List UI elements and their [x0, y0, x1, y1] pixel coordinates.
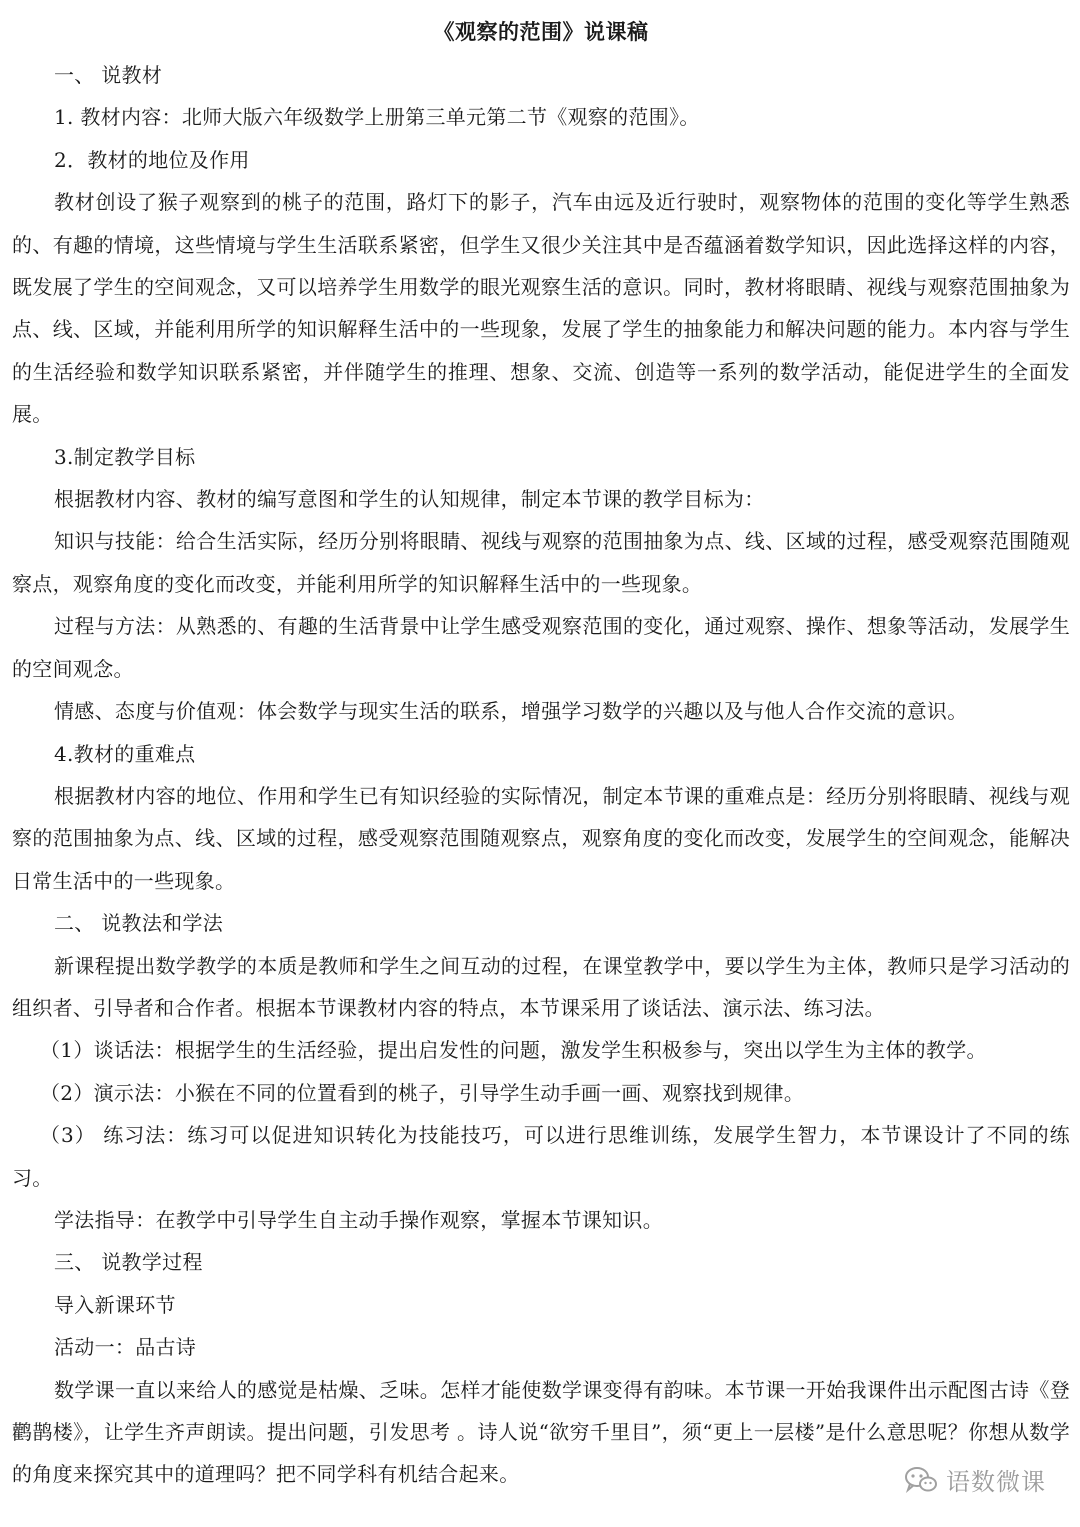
list-item: （2）演示法：小猴在不同的位置看到的桃子，引导学生动手画一画、观察找到规律。 — [40, 1080, 805, 1105]
paragraph: 过程与方法：从熟悉的、有趣的生活背景中让学生感受观察范围的变化，通过观察、操作、想象等活动，发展学生的空间观念。 — [12, 614, 1070, 681]
document-page — [12, 14, 1070, 1496]
document-title: 《观察的范围》说课稿 — [433, 19, 649, 44]
section-heading: 一、 说教材 — [54, 63, 163, 87]
paragraph: 活动一：品古诗 — [54, 1335, 197, 1360]
paragraph: 4.教材的重难点 — [54, 741, 196, 766]
paragraph: 1. 教材内容：北师大版六年级数学上册第三单元第二节《观察的范围》。 — [54, 105, 700, 130]
paragraph: 教材创设了猴子观察到的桃子的范围，路灯下的影子，汽车由远及近行驶时，观察物体的范围的变化等学生熟悉的、有趣的情境，这些情境与学生生活联系紧密，但学生又很少关注其中是否蕴涵着数学知识，因此选择这样的内容，既发展了学生的空间观念，又可以培养学生用数学的眼光观察生活的意识。同时，教材将眼睛、视线与观察范围抽象为点、线、区域，并能利用所学的知识解释生活中的一些现象，发展了学生的抽象能力和解决问题的能力。本内容与学生的生活经验和数学知识联系紧密，并伴随学生的推理、想象、交流、创造等一系列的数学活动，能促进学生的全面发展。 — [12, 190, 1070, 427]
paragraph: 知识与技能：给合生活实际，经历分别将眼睛、视线与观察的范围抽象为点、线、区域的过程，感受观察范围随观察点，观察角度的变化而改变，并能利用所学的知识解释生活中的一些现象。 — [12, 529, 1070, 596]
section-heading: 二、 说教法和学法 — [54, 911, 224, 936]
paragraph: 情感、态度与价值观：体会数学与现实生活的联系，增强学习数学的兴趣以及与他人合作交流的意识。 — [54, 699, 968, 724]
wechat-icon — [904, 1465, 938, 1495]
paragraph: 3.制定教学目标 — [54, 444, 196, 469]
list-item: （1）谈话法：根据学生的生活经验，提出启发性的问题，激发学生积极参与，突出以学生为主体的教学。 — [40, 1038, 987, 1063]
paragraph: 新课程提出数学教学的本质是教师和学生之间互动的过程，在课堂教学中，要以学生为主体，教师只是学习活动的组织者、引导者和合作者。根据本节课教材内容的特点，本节课采用了谈话法、演示法、练习法。 — [12, 953, 1070, 1020]
paragraph: 根据教材内容的地位、作用和学生已有知识经验的实际情况，制定本节课的重难点是：经历分别将眼睛、视线与观察的范围抽象为点、线、区域的过程，感受观察范围随观察点，观察角度的变化而改变，发展学生的空间观念，能解决日常生活中的一些现象。 — [12, 783, 1070, 893]
paragraph: 学法指导：在教学中引导学生自主动手操作观察，掌握本节课知识。 — [54, 1207, 663, 1232]
paragraph: 根据教材内容、教材的编写意图和学生的认知规律，制定本节课的教学目标为： — [54, 487, 765, 512]
paragraph: 导入新课环节 — [54, 1292, 176, 1317]
watermark — [904, 1462, 1046, 1497]
paragraph: 数学课一直以来给人的感觉是枯燥、乏味。怎样才能使数学课变得有韵味。本节课一开始我课件出示配图古诗《登鹳鹊楼》，让学生齐声朗读。提出问题，引发思考 。诗人说“欲穷千里目”，须“更上一层楼”是什么意思呢？你想从数学的角度来探究其中的道理吗？把不同学科有机结合起来。 — [12, 1377, 1070, 1487]
watermark-text: 语数微课 — [946, 1468, 1046, 1496]
document-body — [12, 54, 1070, 1496]
paragraph: 2．教材的地位及作用 — [54, 147, 250, 172]
section-heading: 三、 说教学过程 — [54, 1250, 203, 1275]
list-item: （3） 练习法：练习可以促进知识转化为技能技巧，可以进行思维训练，发展学生智力，本节课设计了不同的练习。 — [12, 1123, 1070, 1190]
